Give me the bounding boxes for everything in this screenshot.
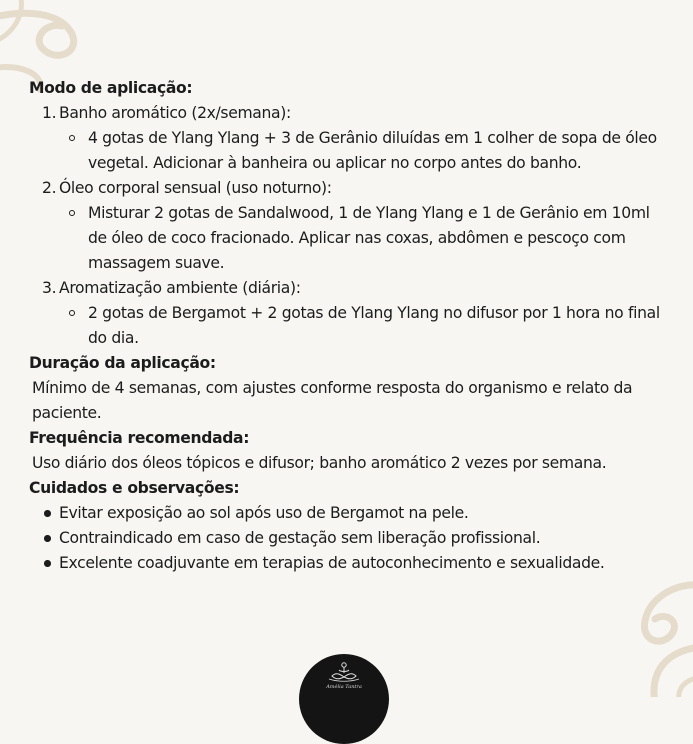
care-heading: Cuidados e observações: xyxy=(29,479,240,497)
bullet-icon xyxy=(44,535,51,542)
step-item xyxy=(29,176,669,201)
step-number: 2. xyxy=(42,179,57,197)
step-item xyxy=(29,276,669,301)
brand-logo-text: Amélia Tantra xyxy=(326,684,362,690)
step-title: Aromatização ambiente (diária): xyxy=(59,279,301,297)
frequency-heading: Frequência recomendada: xyxy=(29,429,250,447)
bullet-icon xyxy=(44,510,51,517)
step-title: Banho aromático (2x/semana): xyxy=(59,104,291,122)
step-number: 1. xyxy=(42,104,57,122)
duration-text: Mínimo de 4 semanas, com ajustes conforme resposta do organismo e relato da paciente. xyxy=(32,379,633,422)
step-detail-item xyxy=(29,126,669,176)
step-detail-item xyxy=(29,301,669,351)
step-detail: Misturar 2 gotas de Sandalwood, 1 de Ylang Ylang e 1 de Gerânio em 10ml de óleo de coco fracionado. Aplicar nas coxas, abdômen e pescoço com massagem suave. xyxy=(88,204,650,272)
hollow-bullet-icon xyxy=(69,210,75,216)
step-item xyxy=(29,101,669,126)
brand-logo xyxy=(299,654,389,744)
document-body xyxy=(29,76,669,576)
frequency-text: Uso diário dos óleos tópicos e difusor; banho aromático 2 vezes por semana. xyxy=(32,454,607,472)
hollow-bullet-icon xyxy=(69,135,75,141)
step-detail: 2 gotas de Bergamot + 2 gotas de Ylang Ylang no difusor por 1 hora no final do dia. xyxy=(88,304,660,347)
step-detail-item xyxy=(29,201,669,276)
bullet-icon xyxy=(44,560,51,567)
care-list-item xyxy=(29,526,669,551)
care-list-item xyxy=(29,501,669,526)
step-title: Óleo corporal sensual (uso noturno): xyxy=(59,179,332,197)
care-item-text: Excelente coadjuvante em terapias de autoconhecimento e sexualidade. xyxy=(59,554,605,572)
step-number: 3. xyxy=(42,279,57,297)
hollow-bullet-icon xyxy=(69,310,75,316)
step-detail: 4 gotas de Ylang Ylang + 3 de Gerânio diluídas em 1 colher de sopa de óleo vegetal. Adicionar à banheira ou aplicar no corpo antes do banho. xyxy=(88,129,657,172)
application-heading: Modo de aplicação: xyxy=(29,79,193,97)
floral-ornament-bottom-right xyxy=(583,577,693,697)
lotus-figure-icon xyxy=(326,661,362,683)
care-list-item xyxy=(29,551,669,576)
duration-heading: Duração da aplicação: xyxy=(29,354,216,372)
care-item-text: Contraindicado em caso de gestação sem liberação profissional. xyxy=(59,529,541,547)
care-item-text: Evitar exposição ao sol após uso de Bergamot na pele. xyxy=(59,504,469,522)
